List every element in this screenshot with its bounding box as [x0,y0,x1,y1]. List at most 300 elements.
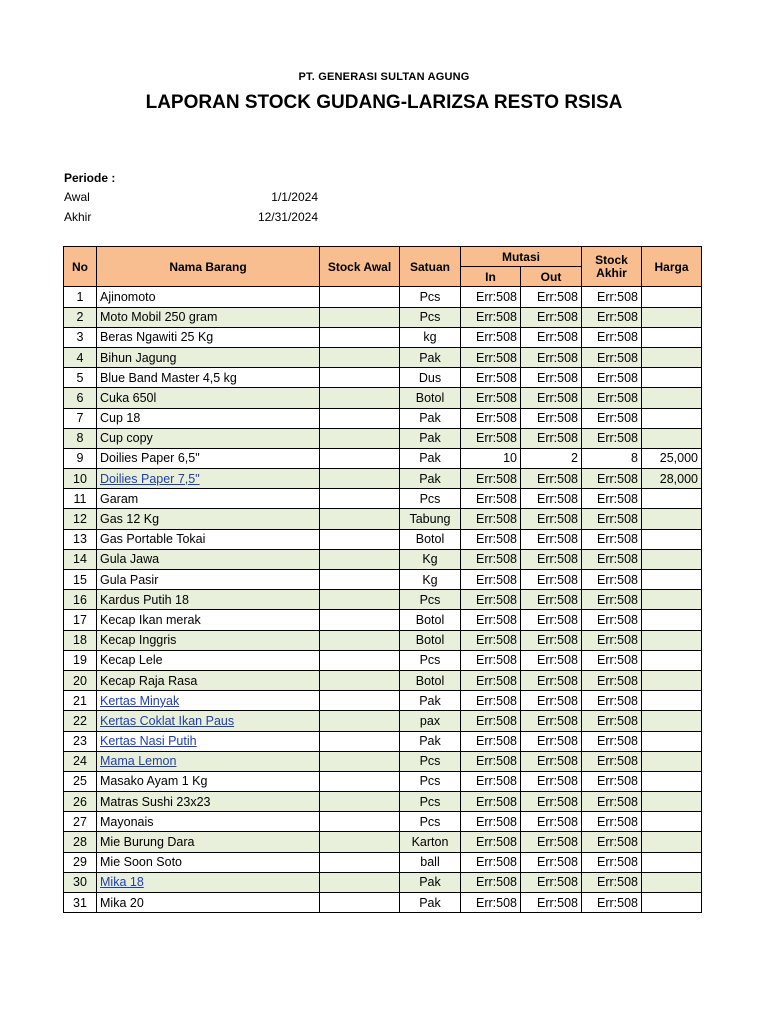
row-in: Err:508 [461,368,521,388]
table-row [64,792,702,812]
row-out: Err:508 [521,388,582,408]
row-item-name: Gula Jawa [97,549,320,569]
row-no: 10 [64,469,97,489]
row-item-name: Moto Mobil 250 gram [97,307,320,327]
row-stock-akhir: Err:508 [582,650,642,670]
row-item-name: Garam [97,489,320,509]
row-in: Err:508 [461,509,521,529]
table-row [64,852,702,872]
row-stock-akhir: Err:508 [582,307,642,327]
row-unit: Pak [400,448,461,468]
row-out: Err:508 [521,347,582,367]
row-stock-awal [320,388,400,408]
row-out: Err:508 [521,650,582,670]
row-in: Err:508 [461,670,521,690]
row-unit: pax [400,711,461,731]
header-name: Nama Barang [97,247,320,287]
row-stock-akhir: Err:508 [582,872,642,892]
row-no: 29 [64,852,97,872]
row-stock-akhir: Err:508 [582,469,642,489]
row-unit: Pak [400,731,461,751]
row-item-name: Mayonais [97,812,320,832]
row-out: Err:508 [521,792,582,812]
row-item-name: Kardus Putih 18 [97,590,320,610]
row-stock-awal [320,670,400,690]
table-row [64,812,702,832]
row-item-name: Bihun Jagung [97,347,320,367]
header-harga: Harga [642,247,702,287]
row-harga [642,368,702,388]
row-item-name: Kecap Ikan merak [97,610,320,630]
row-stock-akhir: Err:508 [582,771,642,791]
row-no: 21 [64,691,97,711]
row-stock-awal [320,529,400,549]
row-out: Err:508 [521,428,582,448]
table-row [64,408,702,428]
row-no: 3 [64,327,97,347]
table-row [64,650,702,670]
header-satuan: Satuan [400,247,461,287]
row-out: Err:508 [521,327,582,347]
row-in: Err:508 [461,347,521,367]
row-harga [642,670,702,690]
row-in: Err:508 [461,388,521,408]
row-unit: Pak [400,872,461,892]
row-stock-awal [320,307,400,327]
row-stock-akhir: Err:508 [582,812,642,832]
row-out: Err:508 [521,408,582,428]
row-in: Err:508 [461,428,521,448]
row-no: 16 [64,590,97,610]
row-in: Err:508 [461,408,521,428]
row-item-name: Mika 20 [97,893,320,913]
table-row [64,670,702,690]
row-out: Err:508 [521,509,582,529]
row-harga [642,893,702,913]
row-stock-akhir: Err:508 [582,428,642,448]
row-unit: Pcs [400,307,461,327]
row-stock-akhir: Err:508 [582,570,642,590]
row-stock-awal [320,792,400,812]
row-in: Err:508 [461,731,521,751]
row-in: Err:508 [461,489,521,509]
row-no: 17 [64,610,97,630]
row-out: Err:508 [521,893,582,913]
row-item-name: Matras Sushi 23x23 [97,792,320,812]
row-item-name: Beras Ngawiti 25 Kg [97,327,320,347]
row-unit: Botol [400,388,461,408]
row-item-name [97,711,320,731]
row-out: Err:508 [521,549,582,569]
row-stock-akhir: Err:508 [582,347,642,367]
header-stock-akhir: Stock Akhir [582,247,642,287]
row-stock-akhir: Err:508 [582,792,642,812]
row-in: Err:508 [461,650,521,670]
row-item-name: Masako Ayam 1 Kg [97,771,320,791]
row-no: 28 [64,832,97,852]
row-harga [642,327,702,347]
row-stock-awal [320,731,400,751]
row-stock-awal [320,570,400,590]
table-row [64,872,702,892]
row-no: 2 [64,307,97,327]
row-in: Err:508 [461,610,521,630]
row-harga [642,428,702,448]
row-in: Err:508 [461,590,521,610]
row-no: 25 [64,771,97,791]
row-item-name: Cup 18 [97,408,320,428]
row-out: Err:508 [521,529,582,549]
row-unit: Karton [400,832,461,852]
row-out: Err:508 [521,307,582,327]
row-item-name: Gas 12 Kg [97,509,320,529]
row-unit: Pak [400,893,461,913]
row-stock-akhir: Err:508 [582,893,642,913]
row-item-name: Mie Soon Soto [97,852,320,872]
row-stock-akhir: Err:508 [582,751,642,771]
table-row [64,347,702,367]
row-out: Err:508 [521,812,582,832]
row-stock-awal [320,650,400,670]
company-name: PT. GENERASI SULTAN AGUNG [298,71,470,83]
row-unit: Botol [400,529,461,549]
table-row [64,630,702,650]
row-in: 10 [461,448,521,468]
row-harga [642,307,702,327]
row-in: Err:508 [461,630,521,650]
row-stock-awal [320,771,400,791]
row-item-name: Cuka 650l [97,388,320,408]
row-stock-awal [320,347,400,367]
row-no: 24 [64,751,97,771]
row-stock-awal [320,287,400,307]
row-harga [642,771,702,791]
row-out: Err:508 [521,670,582,690]
header-no: No [64,247,97,287]
row-item-name: Blue Band Master 4,5 kg [97,368,320,388]
row-in: Err:508 [461,691,521,711]
row-harga [642,832,702,852]
row-unit: Pcs [400,771,461,791]
row-no: 27 [64,812,97,832]
row-harga [642,408,702,428]
table-row [64,428,702,448]
row-unit: Kg [400,549,461,569]
item-link[interactable]: Kertas Nasi Putih [100,734,197,749]
row-harga [642,711,702,731]
row-stock-awal [320,408,400,428]
row-unit: Pcs [400,489,461,509]
table-row [64,771,702,791]
row-stock-akhir: Err:508 [582,832,642,852]
row-stock-awal [320,368,400,388]
table-row [64,570,702,590]
row-stock-akhir: Err:508 [582,691,642,711]
period-label: Periode : [64,171,116,185]
table-row [64,731,702,751]
row-no: 15 [64,570,97,590]
row-unit: Pak [400,691,461,711]
row-out: Err:508 [521,852,582,872]
row-out: Err:508 [521,832,582,852]
row-no: 12 [64,509,97,529]
row-harga [642,872,702,892]
row-out: Err:508 [521,287,582,307]
table-row [64,509,702,529]
table-row [64,610,702,630]
row-stock-awal [320,327,400,347]
row-harga [642,630,702,650]
row-unit: Dus [400,368,461,388]
table-row [64,388,702,408]
table-row [64,327,702,347]
table-row [64,307,702,327]
row-no: 26 [64,792,97,812]
row-unit: ball [400,852,461,872]
row-out: Err:508 [521,570,582,590]
item-link[interactable]: Kertas Minyak [100,693,180,708]
row-item-name: Kecap Raja Rasa [97,670,320,690]
table-row [64,893,702,913]
row-no: 30 [64,872,97,892]
row-out: Err:508 [521,630,582,650]
row-harga [642,388,702,408]
row-harga [642,610,702,630]
row-in: Err:508 [461,751,521,771]
row-in: Err:508 [461,872,521,892]
row-unit: kg [400,327,461,347]
report-title: LAPORAN STOCK GUDANG-LARIZSA RESTO RSISA [145,92,623,113]
row-stock-akhir: Err:508 [582,670,642,690]
row-harga [642,549,702,569]
row-harga: 25,000 [642,448,702,468]
table-row [64,832,702,852]
row-harga [642,287,702,307]
row-no: 31 [64,893,97,913]
row-stock-akhir: Err:508 [582,630,642,650]
row-out: Err:508 [521,489,582,509]
row-harga [642,812,702,832]
row-no: 9 [64,448,97,468]
row-stock-awal [320,610,400,630]
header-out: Out [521,267,582,287]
row-stock-akhir: Err:508 [582,549,642,569]
row-unit: Pak [400,347,461,367]
row-stock-akhir: Err:508 [582,388,642,408]
row-item-name [97,872,320,892]
row-no: 20 [64,670,97,690]
table-row [64,751,702,771]
row-stock-awal [320,893,400,913]
header-mutasi: Mutasi [461,247,582,267]
row-out: Err:508 [521,711,582,731]
item-link[interactable]: Mika 18 [100,875,144,890]
row-harga [642,347,702,367]
row-unit: Pcs [400,287,461,307]
row-unit: Kg [400,570,461,590]
row-in: Err:508 [461,287,521,307]
table-row [64,469,702,489]
row-stock-akhir: Err:508 [582,368,642,388]
row-unit: Tabung [400,509,461,529]
row-item-name: Cup copy [97,428,320,448]
item-link[interactable]: Mama Lemon [100,754,177,769]
table-row [64,691,702,711]
row-harga [642,751,702,771]
row-harga [642,529,702,549]
row-harga [642,509,702,529]
row-unit: Botol [400,630,461,650]
row-unit: Pak [400,469,461,489]
row-stock-akhir: Err:508 [582,327,642,347]
item-link[interactable]: Doilies Paper 7,5" [100,471,200,486]
row-no: 22 [64,711,97,731]
row-harga [642,852,702,872]
row-stock-akhir: 8 [582,448,642,468]
row-unit: Pak [400,428,461,448]
row-stock-awal [320,872,400,892]
row-no: 23 [64,731,97,751]
row-stock-awal [320,691,400,711]
row-no: 7 [64,408,97,428]
row-unit: Pcs [400,812,461,832]
row-item-name: Kecap Lele [97,650,320,670]
row-stock-akhir: Err:508 [582,610,642,630]
row-in: Err:508 [461,771,521,791]
row-in: Err:508 [461,812,521,832]
row-stock-akhir: Err:508 [582,711,642,731]
row-item-name [97,751,320,771]
row-unit: Botol [400,670,461,690]
row-unit: Pcs [400,650,461,670]
period-start-label: Awal [64,190,90,204]
table-row [64,549,702,569]
table-row [64,711,702,731]
row-out: Err:508 [521,691,582,711]
row-no: 6 [64,388,97,408]
row-no: 8 [64,428,97,448]
row-stock-awal [320,509,400,529]
row-stock-akhir: Err:508 [582,852,642,872]
row-no: 13 [64,529,97,549]
row-harga [642,489,702,509]
row-in: Err:508 [461,327,521,347]
row-unit: Pcs [400,590,461,610]
row-item-name [97,731,320,751]
row-out: Err:508 [521,731,582,751]
table-row [64,489,702,509]
period-end-label: Akhir [64,210,92,224]
row-no: 4 [64,347,97,367]
row-item-name [97,469,320,489]
row-stock-awal [320,832,400,852]
row-stock-akhir: Err:508 [582,590,642,610]
row-in: Err:508 [461,832,521,852]
row-no: 11 [64,489,97,509]
row-stock-akhir: Err:508 [582,509,642,529]
row-stock-awal [320,852,400,872]
table-row [64,529,702,549]
row-harga: 28,000 [642,469,702,489]
row-harga [642,792,702,812]
header-in: In [461,267,521,287]
period-start-value: 1/1/2024 [271,190,318,204]
row-out: Err:508 [521,751,582,771]
row-unit: Pcs [400,792,461,812]
item-link[interactable]: Kertas Coklat Ikan Paus [100,713,235,728]
row-stock-akhir: Err:508 [582,731,642,751]
row-stock-awal [320,469,400,489]
stock-table [63,246,702,913]
row-harga [642,570,702,590]
row-stock-awal [320,489,400,509]
row-item-name: Kecap Inggris [97,630,320,650]
row-stock-awal [320,630,400,650]
row-harga [642,650,702,670]
row-no: 1 [64,287,97,307]
row-in: Err:508 [461,570,521,590]
row-in: Err:508 [461,469,521,489]
row-item-name: Ajinomoto [97,287,320,307]
header-stock-awal: Stock Awal [320,247,400,287]
row-in: Err:508 [461,711,521,731]
row-stock-akhir: Err:508 [582,287,642,307]
row-no: 19 [64,650,97,670]
row-in: Err:508 [461,529,521,549]
row-stock-awal [320,812,400,832]
row-stock-akhir: Err:508 [582,408,642,428]
row-out: Err:508 [521,469,582,489]
row-harga [642,590,702,610]
row-unit: Botol [400,610,461,630]
row-no: 5 [64,368,97,388]
row-item-name: Mie Burung Dara [97,832,320,852]
row-item-name [97,691,320,711]
row-in: Err:508 [461,852,521,872]
row-out: Err:508 [521,872,582,892]
row-stock-awal [320,751,400,771]
table-row [64,448,702,468]
row-item-name: Gas Portable Tokai [97,529,320,549]
row-harga [642,731,702,751]
row-stock-awal [320,549,400,569]
row-stock-akhir: Err:508 [582,529,642,549]
row-stock-awal [320,428,400,448]
row-stock-awal [320,590,400,610]
row-in: Err:508 [461,792,521,812]
table-row [64,287,702,307]
row-stock-akhir: Err:508 [582,489,642,509]
row-unit: Pak [400,408,461,428]
row-in: Err:508 [461,549,521,569]
row-stock-awal [320,711,400,731]
row-in: Err:508 [461,893,521,913]
table-row [64,590,702,610]
row-out: Err:508 [521,771,582,791]
row-item-name: Gula Pasir [97,570,320,590]
row-item-name: Doilies Paper 6,5" [97,448,320,468]
row-no: 18 [64,630,97,650]
row-stock-awal [320,448,400,468]
row-no: 14 [64,549,97,569]
row-out: Err:508 [521,590,582,610]
row-out: Err:508 [521,610,582,630]
period-end-value: 12/31/2024 [257,210,318,224]
table-row [64,368,702,388]
row-out: Err:508 [521,368,582,388]
row-harga [642,691,702,711]
row-unit: Pcs [400,751,461,771]
